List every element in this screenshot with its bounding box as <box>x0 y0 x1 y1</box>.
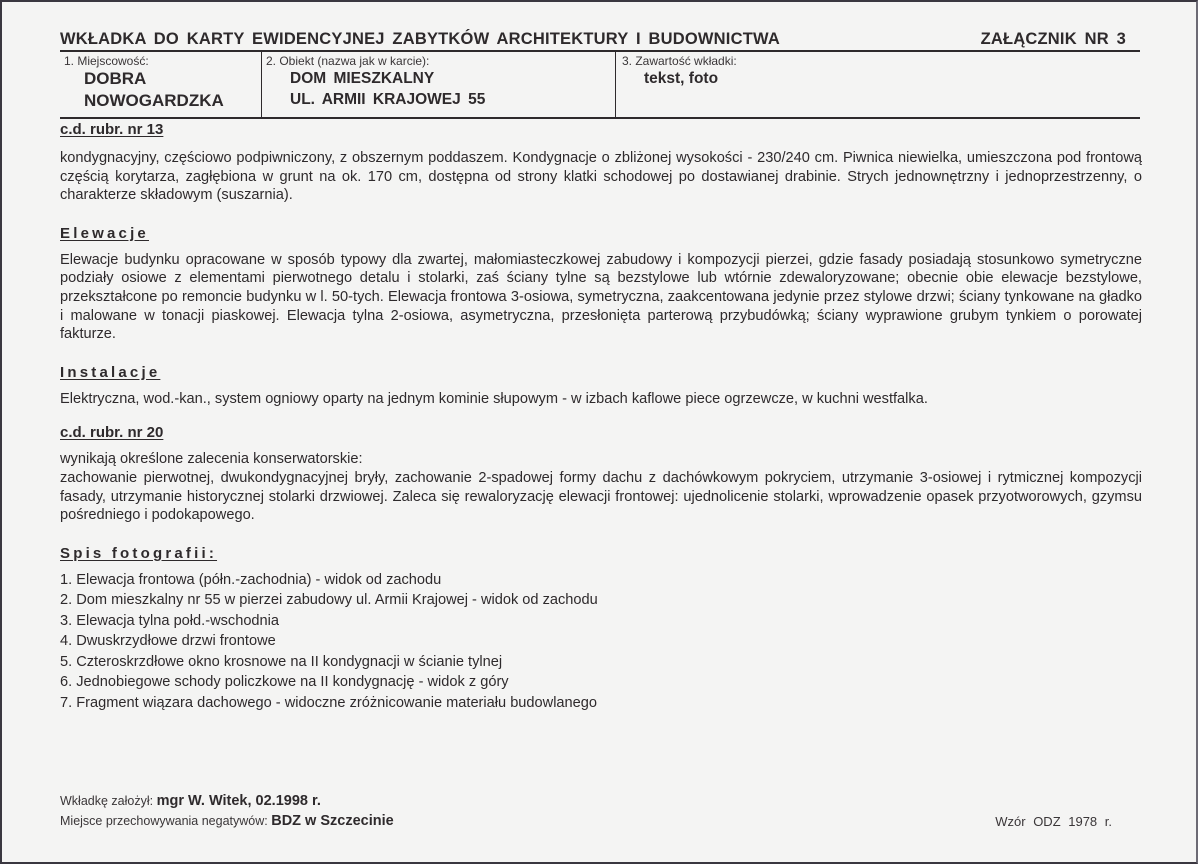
field-value: tekst, foto <box>644 70 719 87</box>
photo-list <box>60 570 1142 714</box>
field-value: DOM MIESZKALNY <box>290 70 435 87</box>
annex-number: ZAŁĄCZNIK NR 3 <box>980 30 1126 48</box>
field-value: DOBRA <box>84 69 147 88</box>
field-value: NOWOGARDZKA <box>84 91 224 110</box>
photo-list-item: 7. Fragment wiązara dachowego - widoczne zróżnicowanie materiału budowlanego <box>60 694 598 711</box>
negatives-line <box>60 811 394 831</box>
field-label: 1. Miejscowość: <box>64 54 149 68</box>
section-heading-rubr13: c.d. rubr. nr 13 <box>60 121 164 138</box>
field-value: UL. ARMII KRAJOWEJ 55 <box>290 91 486 108</box>
document-footer <box>60 791 394 831</box>
photo-list-item: 4. Dwuskrzydłowe drzwi frontowe <box>60 633 276 650</box>
photo-list-item: 5. Czteroskrzdłowe okno krosnowe na II kondygnacji w ścianie tylnej <box>60 653 503 670</box>
section-intro-rubr20: wynikają określone zalecenia konserwatorskie: <box>60 451 363 468</box>
negatives-label: Miejsce przechowywania negatywów: <box>60 814 268 828</box>
field-locality <box>60 52 262 117</box>
photo-list-item: 1. Elewacja frontowa (półn.-zachodnia) - widok od zachodu <box>60 571 442 588</box>
document-title: WKŁADKA DO KARTY EWIDENCYJNEJ ZABYTKÓW ARCHITEKTURY I BUDOWNICTWA <box>60 30 780 48</box>
field-label: 2. Obiekt (nazwa jak w karcie): <box>266 54 430 68</box>
section-text-rubr13: kondygnacyjny, częściowo podpiwniczony, z obszernym poddaszem. Kondygnacje o zbliżonej wysokości - 230/240 cm. Piwnica niewielka, umieszczona pod frontową częścią korytarza, zagłębiona w grunt na ok. 170 cm, dostępna od strony klatki schodowej po dostawianej drabinie. Strych jednownętrzny i jednoprzestrzenny, o charakterze składowym (suszarnia). <box>60 150 1142 204</box>
document-body <box>60 120 1142 713</box>
author-line <box>60 791 394 811</box>
section-text-instalacje: Elektryczna, wod.-kan., system ogniowy oparty na jednym kominie słupowym - w izbach kaflowe piece ogrzewcze, w kuchni westfalka. <box>60 390 928 407</box>
section-heading-instalacje: Instalacje <box>60 363 161 381</box>
document-header <box>60 30 1140 52</box>
photo-list-item: 3. Elewacja tylna połd.-wschodnia <box>60 612 280 629</box>
negatives-value: BDZ w Szczecinie <box>271 813 394 829</box>
header-fields <box>60 52 1140 119</box>
author-value: mgr W. Witek, 02.1998 r. <box>156 793 321 809</box>
field-object <box>262 52 616 117</box>
section-heading-elewacje: Elewacje <box>60 224 149 242</box>
section-text-elewacje: Elewacje budynku opracowane w sposób typowy dla zwartej, małomiasteczkowej zabudowy i kompozycji pierzei, gdzie fasady posiadają stosunkowo symetryczne podziały osiowe z elementami pierwotnego detalu i stolarki, zaś ściany tylne są bezstylowe lub wtórnie zdewaloryzowane; obecnie obie elewacje bezstylowe, przekształcone po remoncie budynku w l. 50-tych. Elewacja frontowa 3-osiowa, symetryczna, zaakcentowana jedynie przez stylowe drzwi; ściany tynkowane na gładko i malowane w tonacji piaskowej. Elewacja tylna 2-osiowa, asymetryczna, przesłonięta parterową przybudówką; ściany wyprawione grubym tynkiem o porowatej fakturze. <box>60 251 1142 343</box>
photo-list-item: 6. Jednobiegowe schody policzkowe na II kondygnację - widok z góry <box>60 674 509 691</box>
author-label: Wkładkę założył: <box>60 794 154 808</box>
photo-list-item: 2. Dom mieszkalny nr 55 w pierzei zabudowy ul. Armii Krajowej - widok od zachodu <box>60 592 598 609</box>
field-label: 3. Zawartość wkładki: <box>622 54 737 68</box>
section-text-rubr20: zachowanie pierwotnej, dwukondygnacyjnej bryły, zachowanie 2-spadowej formy dachu z dachówkowym pokryciem, utrzymanie 3-osiowej i rytmicznej kompozycji fasady, utrzymanie historycznej stolarki drzwiowej. Zaleca się rewaloryzację elewacji frontowej: ujednolicenie stolarki, wprowadzenie opasek przyotworowych, gzymsu pośredniego i podokapowego. <box>60 469 1142 524</box>
field-contents <box>616 52 1140 117</box>
form-pattern-note: Wzór ODZ 1978 r. <box>995 814 1112 829</box>
section-heading-rubr20: c.d. rubr. nr 20 <box>60 424 164 442</box>
section-heading-photos: Spis fotografii: <box>60 544 218 562</box>
